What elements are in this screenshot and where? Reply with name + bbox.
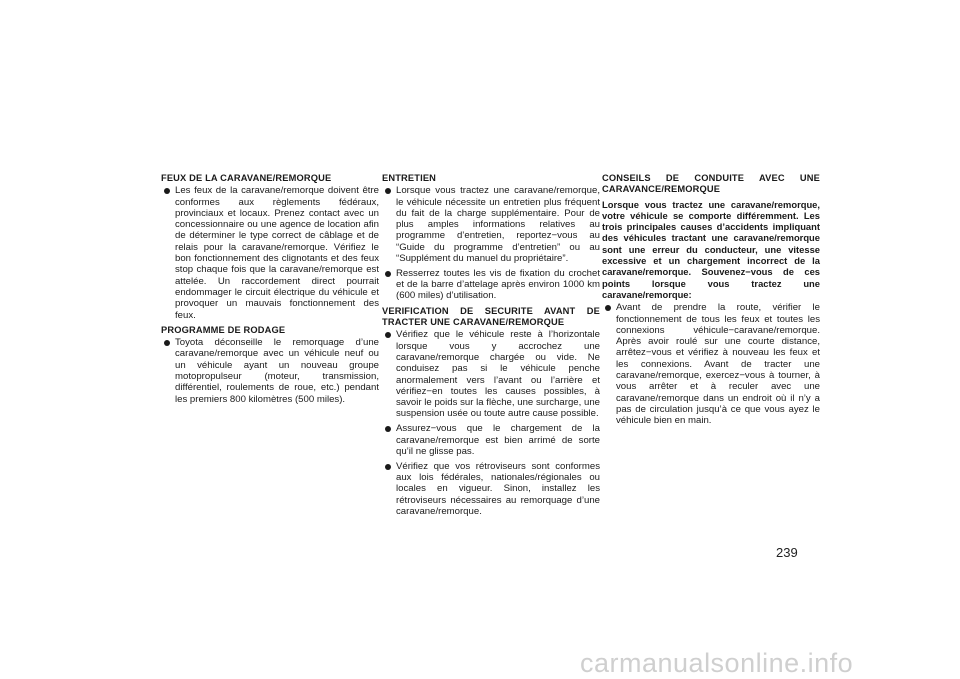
bullet-icon <box>385 464 391 470</box>
column-right <box>602 173 820 430</box>
bullet-item <box>382 185 600 264</box>
bullet-item <box>382 461 600 517</box>
bullet-icon <box>385 332 391 338</box>
bullet-item <box>161 337 379 405</box>
bullet-text: Les feux de la caravane/remorque doivent être conformes aux règlements fédéraux, provinciaux et locaux. Prenez contact avec un concessionnaire ou une agence de location afin de déterminer le type correct de câblage et de relais pour la caravane/remorque. Vérifiez le bon fonctionnement des clignotants et des feux stop chaque fois que la caravane/remorque est attelée. Un raccordement direct pourrait endommager le circuit électrique du véhicule et provoquer un mauvais fonctionnement des feux. <box>175 185 379 321</box>
bullet-text: Lorsque vous tractez une caravane/remorque, le véhicule nécessite un entretien plus fréquent du fait de la charge supplémentaire. Pour de plus amples informations relatives au programme d’entretien, reportez−vous au “Guide du programme d’entretien” ou au “Supplément du manuel du propriétaire”. <box>396 185 600 265</box>
bullet-item <box>161 185 379 321</box>
page-number: 239 <box>776 545 798 560</box>
bullet-text: Assurez−vous que le chargement de la caravane/remorque est bien arrimé de sorte qu’il ne glisse pas. <box>396 423 600 457</box>
bullet-icon <box>164 188 170 194</box>
bullet-item <box>382 268 600 302</box>
bullet-text: Toyota déconseille le remorquage d’une caravane/remorque avec un véhicule neuf ou un véhicule ayant un nouveau groupe motopropulseur (moteur, transmission, différentiel, roulements de roue, etc.) pendant les premiers 800 kilomètres (500 miles). <box>175 337 379 405</box>
bullet-item <box>382 329 600 419</box>
column-middle <box>382 173 600 521</box>
warning-paragraph: Lorsque vous tractez une caravane/remorque, votre véhicule se comporte différemment. Les trois principales causes d’accidents impliquant des véhicules tractant une caravane/remorque sont une erreur du conducteur, une vitesse excessive et un chargement incorrect de la caravane/remorque. Souvenez−vous de ces points lorsque vous tractez une caravane/remorque: <box>602 198 820 300</box>
bullet-item <box>382 423 600 457</box>
section-heading-trailer-lights: FEUX DE LA CARAVANE/REMORQUE <box>161 173 332 183</box>
bullet-text: Resserrez toutes les vis de fixation du crochet et de la barre d’attelage après environ 1000 km (600 miles) d’utilisation. <box>396 267 600 302</box>
section-heading-driving-tips: CONSEILS DE CONDUITE AVEC UNE CARAVANCE/REMORQUE <box>602 173 820 195</box>
section-heading-safety-check: VERIFICATION DE SECURITE AVANT DE TRACTER UNE CARAVANE/REMORQUE <box>382 305 600 328</box>
bullet-icon <box>385 271 391 277</box>
column-left <box>161 173 379 408</box>
bullet-icon <box>164 340 170 346</box>
bullet-text: Vérifiez que le véhicule reste à l’horizontale lorsque vous y accrochez une caravane/remorque chargée ou vide. Ne conduisez pas si le véhicule penche anormalement vers l’avant ou l’arrière et vérifiez−en toutes les causes possibles, à savoir le poids sur la flèche, une surcharge, une suspension usée ou toute autre cause possible. <box>396 329 600 420</box>
bullet-icon <box>385 426 391 432</box>
bullet-text: Vérifiez que vos rétroviseurs sont conformes aux lois fédérales, nationales/régionales ou locales en vigueur. Sinon, installez les rétroviseurs nécessaires au remorquage d’une caravane/remorque. <box>396 460 600 517</box>
section-heading-break-in: PROGRAMME DE RODAGE <box>161 324 286 335</box>
bullet-icon <box>385 188 391 194</box>
bullet-item <box>602 302 820 426</box>
watermark-text: carmanualsonline.info <box>580 648 854 678</box>
bullet-text: Avant de prendre la route, vérifier le fonctionnement de tous les feux et toutes les connexions véhicule−caravane/remorque. Après avoir roulé sur une courte distance, arrêtez−vous et vérifiez à nouveau les feux et les connexions. Avant de tracter une caravane/remorque, exercez−vous à tourner, à vous arrêter et à reculer avec une caravane/remorque dans un endroit où il n’y a pas de circulation jusqu’à ce que vous ayez le véhicule bien en main. <box>616 302 820 427</box>
bullet-icon <box>605 305 611 311</box>
section-heading-maintenance: ENTRETIEN <box>382 173 437 183</box>
